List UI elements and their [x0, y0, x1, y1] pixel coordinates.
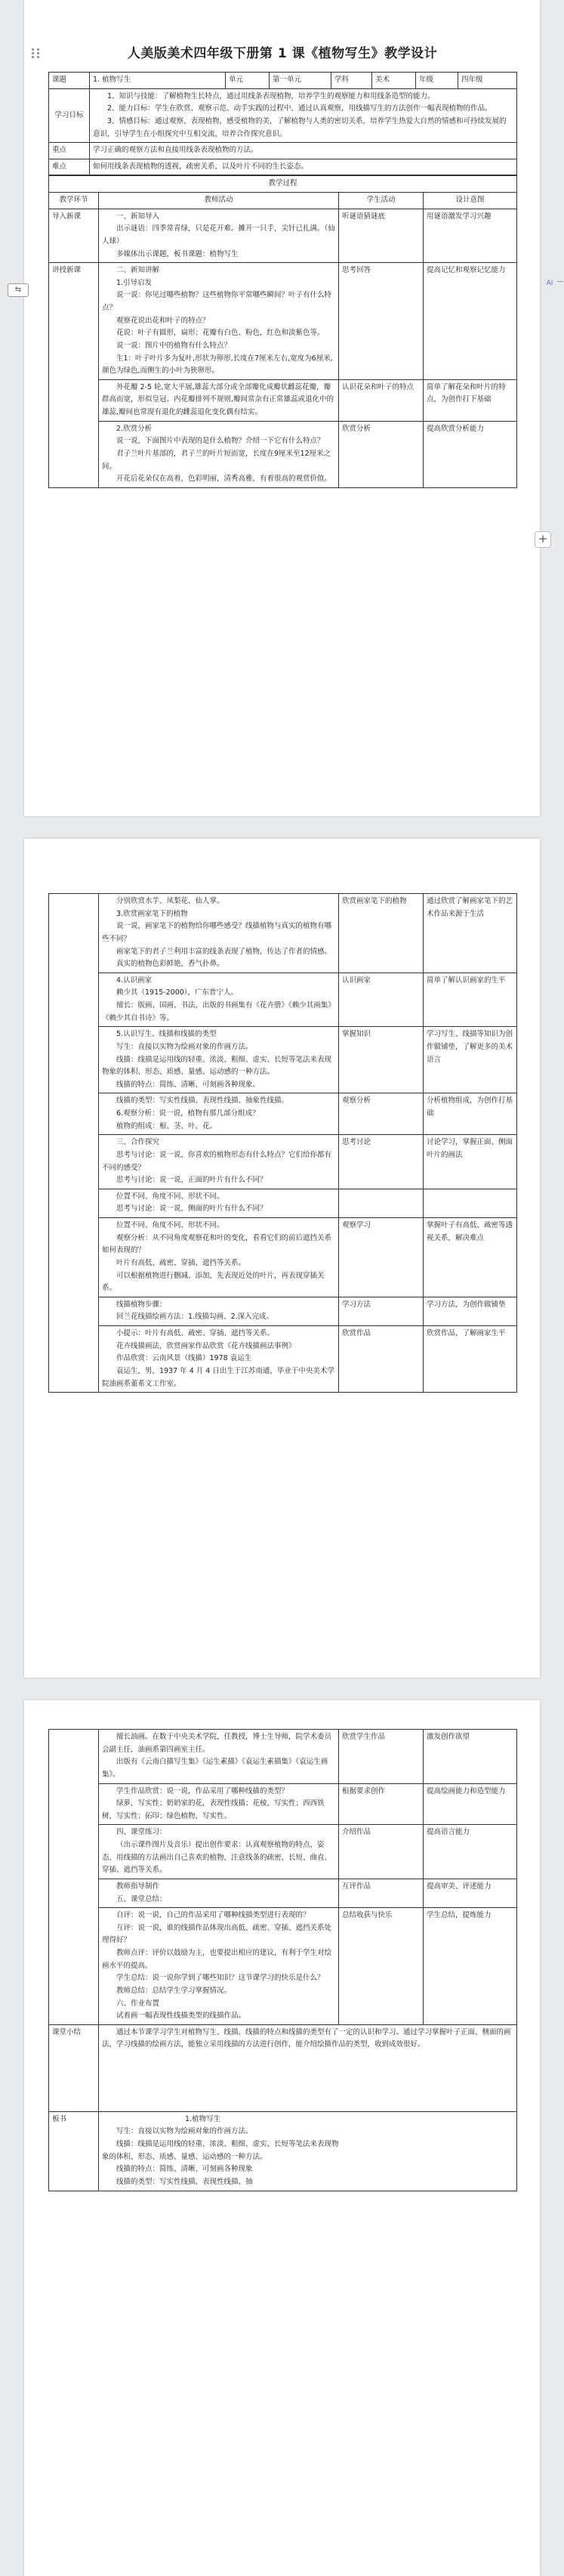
- text-line: 说一说：你见过哪些植物？这些植物你平常哪些瞬间？叶子有什么特点？: [102, 291, 332, 312]
- text-line: 教师指导制作: [116, 1882, 160, 1891]
- text-line: 试着画一幅表现性线描类型的线描作品。: [116, 2012, 246, 2021]
- text-line: 说一说，画家笔下的植物给你哪些感受？线描植物与真实的植物有哪些不同？: [102, 922, 332, 943]
- lesson-intent-1: 提高记忆和观察记忆能力: [424, 263, 517, 380]
- p2-student: 思考讨论: [339, 1135, 424, 1189]
- p3-teacher: [99, 1730, 339, 1784]
- lesson-row-2: [49, 379, 517, 421]
- unit-value: 第一单元: [270, 73, 331, 89]
- lesson-student-2: 认识花朵和叶子的特点: [339, 379, 424, 421]
- summary-stage: 课堂小结: [49, 2024, 99, 2111]
- process-table: [48, 175, 517, 487]
- grade-label: 年级: [416, 73, 458, 89]
- p3-teacher: [99, 1783, 339, 1825]
- add-row-button[interactable]: [535, 531, 551, 548]
- topic-label: 课题: [49, 73, 90, 89]
- p3-intent: 提高审美、评述能力: [424, 1879, 517, 1907]
- text-line: 小提示：叶片有高低、疏密、穿插、遮挡等关系。: [116, 1329, 275, 1337]
- text-line: 观察花说出花和叶子的特点？: [116, 316, 210, 325]
- text-line: 出示谜语：四季常青绿，只是花开难。摊开一只手，尖针已扎满。（仙人球）: [102, 224, 335, 246]
- text-line: 互评：说一说，谁的线描作品体现出高低、疏密、穿插、遮挡关系处理得好？: [102, 1923, 332, 1945]
- text-line: 出版有《云南白描写生集》《运生素描》《袁运生素描集》《袁运生画集》。: [102, 1758, 328, 1779]
- p2-student: 欣赏作品: [339, 1326, 424, 1393]
- text-line: 外花瓣 2-5 轮,宽大平展,雄蕊大部分或全部瓣化成瓣状雌蕊花瓣，瓣群高而宽，形似皇冠。内花瓣排列不规则,瓣间常杂有正常雄蕊或退化中的雄蕊,瓣间也常现有退化的雌蕊退化变化偶有结实。: [102, 382, 334, 416]
- p2-row: [49, 1218, 517, 1297]
- lesson-stage: 讲授新课: [49, 263, 99, 488]
- text-line: 真实的植物色彩鲜艳，香气扑鼻。: [116, 960, 224, 969]
- lesson-row-3: [49, 421, 517, 487]
- text-line: 6.观察分析：说一说，植物有那几部分组成？: [116, 1109, 260, 1118]
- header-intent: 设计意图: [424, 193, 517, 209]
- header-stage: 教学环节: [49, 193, 99, 209]
- document-page-3: [24, 1700, 540, 2576]
- text-line: 绿萝，写实性；奶奶家的花，表现性线描；花棱，写实性；西西铁树，写实性；拓印；绿色植物，写实性。: [102, 1799, 325, 1820]
- header-student: 学生活动: [339, 193, 424, 209]
- text-line: 线描的类型：写实性线描、表现性线描、抽象性线描。: [116, 1096, 289, 1106]
- text-line: 思考与讨论：说一说，侧面的叶片有什么不同？: [116, 1205, 267, 1214]
- p3-row: [49, 1825, 517, 1879]
- text-line: 4.认识画家: [116, 976, 153, 985]
- text-line: 2.欣赏分析: [116, 424, 153, 433]
- text-line: 可以根据植物进行删减、添加，先表现近处的叶片，再表现穿插关系。: [102, 1271, 325, 1293]
- text-line: 花卉线描画法，欣赏画家作品欣赏《花卉线描画法事例》: [116, 1341, 296, 1350]
- p3-intent: 提高绘画能力和造型能力: [424, 1783, 517, 1825]
- text-line: 回兰花线描绘画方法：1.线描勾画、2.深入完成。: [116, 1313, 274, 1322]
- text-line: 君子兰叶片基部的，君子兰的叶片短而宽，长度在9厘米至12厘米之间。: [102, 449, 331, 471]
- p2-stage-cell: [49, 894, 99, 1393]
- p2-teacher: [99, 1135, 339, 1189]
- p2-teacher: [99, 1297, 339, 1325]
- document-title: 人美版美术四年级下册第 1 课《植物写生》教学设计: [127, 46, 438, 61]
- text-line: 二、新知讲解: [116, 266, 160, 275]
- process-title: 教学过程: [49, 176, 517, 193]
- text-line: 教师点评：评价以鼓励为主，也要提出相应的建议，有利于学生对绘画水平的提高。: [102, 1949, 332, 1970]
- goals-row: [49, 88, 517, 143]
- text-line: 一、新知导入: [116, 212, 160, 221]
- p2-row: [49, 1027, 517, 1093]
- intro-intent: 用谜语激发学习兴趣: [424, 209, 517, 263]
- info-row: [49, 73, 517, 89]
- summary-row: [49, 2024, 517, 2111]
- text-line: 线描的特点：简练、清晰、可刻画各种现象: [116, 2165, 253, 2174]
- p2-teacher: [99, 1027, 339, 1093]
- text-line: 学生作品欣赏：说一说，作品采用了哪种线描的类型？: [116, 1786, 289, 1795]
- text-line: 花说：叶子有圆形，扁形；花瓣有白色、粉色，红色和淡紫色等。: [116, 329, 325, 338]
- p2-row: [49, 1326, 517, 1393]
- text-line: 擅长：版画、国画、书法，出版的书画集有《花卉册》《赖少其画集》《赖少其自书诗》等。: [102, 1001, 335, 1022]
- text-line: 学生总结：说一说你学到了哪些知识？这节课学习的快乐是什么？: [116, 1974, 325, 1983]
- p3-row: [49, 1783, 517, 1825]
- text-line: 生1：叶子叶片多为复叶,形状为卵形,长度在7厘米左右,宽度为6厘米,颜色为绿色,而侧生的小叶为狭卵形。: [102, 354, 333, 376]
- p2-row: [49, 973, 517, 1027]
- intro-student: 听谜语猜谜底: [339, 209, 424, 263]
- text-line: 通过本节课学习学生对植物写生、线描、线描的特点和线描的类型有了一定的认识和学习。通过学习掌握叶子正面、侧面的画法，学习线描的绘画方法，能独立采用线描的方法进行创作，能介绍绘描作品的类型，收到成效很好。: [102, 2027, 511, 2049]
- p3-student: 根据要求创作: [339, 1783, 424, 1825]
- text-line: 作品欣赏：云南风景（线描）1978 袁运生: [116, 1354, 252, 1363]
- subject-value: 美术: [372, 73, 416, 89]
- text-line: 分别欣赏水芋、凤梨花、仙人掌。: [116, 897, 224, 905]
- p2-teacher: [99, 973, 339, 1027]
- document-page-1: [24, 0, 540, 816]
- intro-teacher: [99, 209, 339, 263]
- text-line: 位置不同、角度不同、形状不同。: [116, 1192, 224, 1201]
- info-table: [48, 72, 517, 175]
- p2-intent: 通过欣赏了解画家笔下的艺术作品来源于生活: [424, 894, 517, 973]
- lesson-teacher-1: [99, 263, 339, 380]
- ai-divider: [557, 281, 563, 282]
- text-line: 线描：线描是运用线的轻重、浓淡、粗细、虚实、长短等笔法来表现物象的体积、形态、质感、量感、运动感的一种方法。: [102, 2140, 339, 2161]
- p3-teacher: [99, 1908, 339, 2025]
- text-line: 思考与讨论：说一说，你喜欢的植物形态有什么特点？它们给你都有不同的感受？: [102, 1150, 332, 1172]
- text-line: 袁运生，男，1937 年 4 月 4 日出生于江苏南通，毕业于中央美术学院油画系董希文工作室。: [102, 1366, 334, 1388]
- p3-teacher: [99, 1825, 339, 1879]
- text-line: 教师总结：总结学生学习掌握情况。: [116, 1986, 232, 1995]
- p3-student: 互评作品: [339, 1879, 424, 1907]
- text-line: 说一说：图片中的植物有什么特点？: [116, 341, 232, 350]
- p2-intent: 掌握叶子有高低、疏密等透视关系，解决难点: [424, 1218, 517, 1297]
- p2-intent: 欣赏作品，了解画家生平: [424, 1326, 517, 1393]
- p3-row: [49, 1879, 517, 1907]
- process-title-row: [49, 176, 517, 193]
- text-line: 线描植物步骤：: [116, 1300, 167, 1309]
- difficulty-row: [49, 159, 517, 175]
- text-line: 写生：直接以实物为绘画对象的作画方法。: [116, 1042, 253, 1051]
- text-line: 1.植物写生: [185, 2114, 221, 2123]
- p3-student: 介绍作品: [339, 1825, 424, 1879]
- goal-item: 1、知识与技能：了解植物生长特点，通过用线条表现植物，培养学生的观察能力和用线条造型的能力。: [107, 91, 435, 101]
- key-point-label: 重点: [49, 143, 90, 159]
- p2-student: 观察学习: [339, 1218, 424, 1297]
- text-line: 三、合作探究: [116, 1138, 160, 1147]
- text-line: 叶片有高低、疏密、穿插、遮挡等关系。: [116, 1258, 246, 1267]
- p2-student: 认识画家: [339, 973, 424, 1027]
- intro-stage: 导入新课: [49, 209, 99, 263]
- text-line: 擅长油画。在数于中央美术学院，任教授，博士生导师，院学术委员会副主任，油画系第四画室主任。: [102, 1733, 332, 1754]
- intro-row: [49, 209, 517, 263]
- goals-cell: [90, 88, 517, 143]
- p2-row: [49, 894, 517, 973]
- p3-student: 总结收获与快乐: [339, 1908, 424, 2025]
- lesson-intent-3: 提高欣赏分析能力: [424, 421, 517, 487]
- p2-intent: 讨论学习，掌握正面、侧面叶片的画法: [424, 1135, 517, 1189]
- lesson-intent-2: 简单了解花朵和叶片的特点，为创作打下基础: [424, 379, 517, 421]
- process-table-continued: [48, 893, 517, 1393]
- unit-label: 单元: [226, 73, 270, 89]
- p2-teacher: [99, 894, 339, 973]
- drag-handle-icon[interactable]: [32, 48, 41, 62]
- goals-label: 学习目标: [49, 88, 90, 143]
- summary-content: [99, 2024, 517, 2111]
- text-line: 线描的特点：简练、清晰、可刻画各种现象。: [116, 1080, 260, 1089]
- text-line: 五、课堂总结：: [116, 1894, 167, 1903]
- difficulty-label: 难点: [49, 159, 90, 175]
- text-line: 3.欣赏画家笔下的植物: [116, 909, 188, 918]
- p3-intent: 提高语言能力: [424, 1825, 517, 1879]
- subject-label: 学科: [331, 73, 372, 89]
- p3-row: [49, 1908, 517, 2025]
- text-line: （出示课件图片及音乐）提出创作要求：认真观察植物的特点，姿态，用线描的方法画出自己喜欢的植物，注意线条的疏密、长短、曲直、穿插、遮挡等关系。: [102, 1841, 332, 1875]
- p2-row: [49, 1135, 517, 1189]
- text-line: 写生：直接以实物为绘画对象的作画方法。: [116, 2127, 253, 2136]
- p3-stage-cell: [49, 1730, 99, 2025]
- lesson-teacher-2: [99, 379, 339, 421]
- p2-teacher: [99, 1218, 339, 1297]
- text-line: 画家笔下的君子兰利用丰富的线条表现了植物，传达了作者的情感。: [116, 947, 332, 956]
- key-point-value: 学习正确的观察方法和直接用线条表现植物的方法。: [90, 143, 517, 159]
- text-line: 植物的组成：根、茎、叶、花。: [116, 1121, 217, 1130]
- difficulty-value: 如何用线条表现植物的透视，疏密关系，以及叶片不同的生长姿态。: [90, 159, 517, 175]
- p2-intent: 学习写生、线描等知识为创作做铺垫，了解更多的美术语言: [424, 1027, 517, 1093]
- ai-assistant-button[interactable]: AI: [546, 280, 553, 287]
- p2-row: [49, 1189, 517, 1217]
- p3-row: [49, 1730, 517, 1784]
- p2-intent: 简单了解认识画家的生平: [424, 973, 517, 1027]
- header-teacher: 教师活动: [99, 193, 339, 209]
- lesson-row-1: [49, 263, 517, 380]
- p2-student: 学习方法: [339, 1297, 424, 1325]
- lesson-teacher-3: [99, 421, 339, 487]
- p2-teacher: [99, 1093, 339, 1135]
- p2-student: 掌握知识: [339, 1027, 424, 1093]
- lesson-student-3: 欣赏分析: [339, 421, 424, 487]
- p2-row: [49, 1093, 517, 1135]
- process-header-row: [49, 193, 517, 209]
- key-point-row: [49, 143, 517, 159]
- p2-student: 欣赏画家笔下的植物: [339, 894, 424, 973]
- table-drag-icon[interactable]: ⇆: [8, 283, 29, 297]
- text-line: 思考与讨论：说一说，正面的叶片有什么不同？: [116, 1176, 267, 1185]
- board-stage: 板书: [49, 2111, 99, 2191]
- p2-intent: 学习方法，为创作做铺垫: [424, 1297, 517, 1325]
- topic-value: 1. 植物写生: [90, 73, 226, 89]
- p2-teacher: [99, 1326, 339, 1393]
- p2-row: [49, 1297, 517, 1325]
- text-line: 自评：说一说，自己的作品采用了哪种线描类型进行表现的？: [116, 1911, 310, 1920]
- p3-intent: 激发创作欲望: [424, 1730, 517, 1784]
- goal-item: 2、能力目标：学生在欣赏、观察示范、动手实践的过程中，通过认真观察，用线描写生的方法创作一幅表现植物的作品。: [107, 104, 492, 113]
- text-line: 赖少其（1915-2000），广东普宁人。: [116, 988, 239, 997]
- text-line: 位置不同、角度不同、形状不同。: [116, 1221, 224, 1229]
- p2-student: [339, 1189, 424, 1217]
- text-line: 5.认识写生、线描和线描的类型: [116, 1030, 217, 1039]
- text-line: 四、课堂练习：: [116, 1828, 167, 1837]
- goal-item: 3、情感目标：通过观察、表现植物，感受植物的美，了解植物与人类的密切关系，培养学生热爱大自然的情感和可持续发展的意识，引导学生在小组探究中互相交流，培养合作探究意识。: [93, 116, 507, 138]
- p2-teacher: [99, 1189, 339, 1217]
- p3-student: 欣赏学生作品: [339, 1730, 424, 1784]
- text-line: 线描：线描是运用线的轻重、浓淡、粗细、虚实、长短等笔法来表现物象的体积、形态、质感、量感、运动感的一种方法。: [102, 1055, 332, 1077]
- p3-teacher: [99, 1879, 339, 1907]
- text-line: 1.引导启发: [116, 278, 153, 287]
- grade-value: 四年级: [458, 73, 517, 89]
- p2-intent: 分析植物组成，为创作打基础: [424, 1093, 517, 1135]
- board-content: [99, 2111, 517, 2191]
- plus-icon: +: [538, 532, 548, 546]
- text-line: 多媒体出示课题，板书课题：植物写生: [116, 249, 239, 258]
- process-table-continued-2: [48, 1729, 517, 2191]
- text-line: 六、作业布置: [116, 1999, 160, 2008]
- text-line: 观察分析：从不同角度观察花和叶的变化，看看它们的前后遮挡关系如何表现的？: [102, 1233, 332, 1255]
- p2-intent: [424, 1189, 517, 1217]
- document-page-2: [24, 839, 540, 1678]
- text-line: 线描的类型：写实性线描、表现性线描、抽: [116, 2177, 253, 2186]
- lesson-student-1: 思考回答: [339, 263, 424, 380]
- p3-intent: 学生总结，提炼能力: [424, 1908, 517, 2025]
- board-row: [49, 2111, 517, 2191]
- p2-student: 观察分析: [339, 1093, 424, 1135]
- text-line: 开花后花朵仅在高着，色彩明丽，清秀高雅，有着很高的观赏价值。: [116, 475, 332, 484]
- text-line: 说一说，下面图片中表现的是什么植物？介绍一下它有什么特点？: [116, 437, 325, 446]
